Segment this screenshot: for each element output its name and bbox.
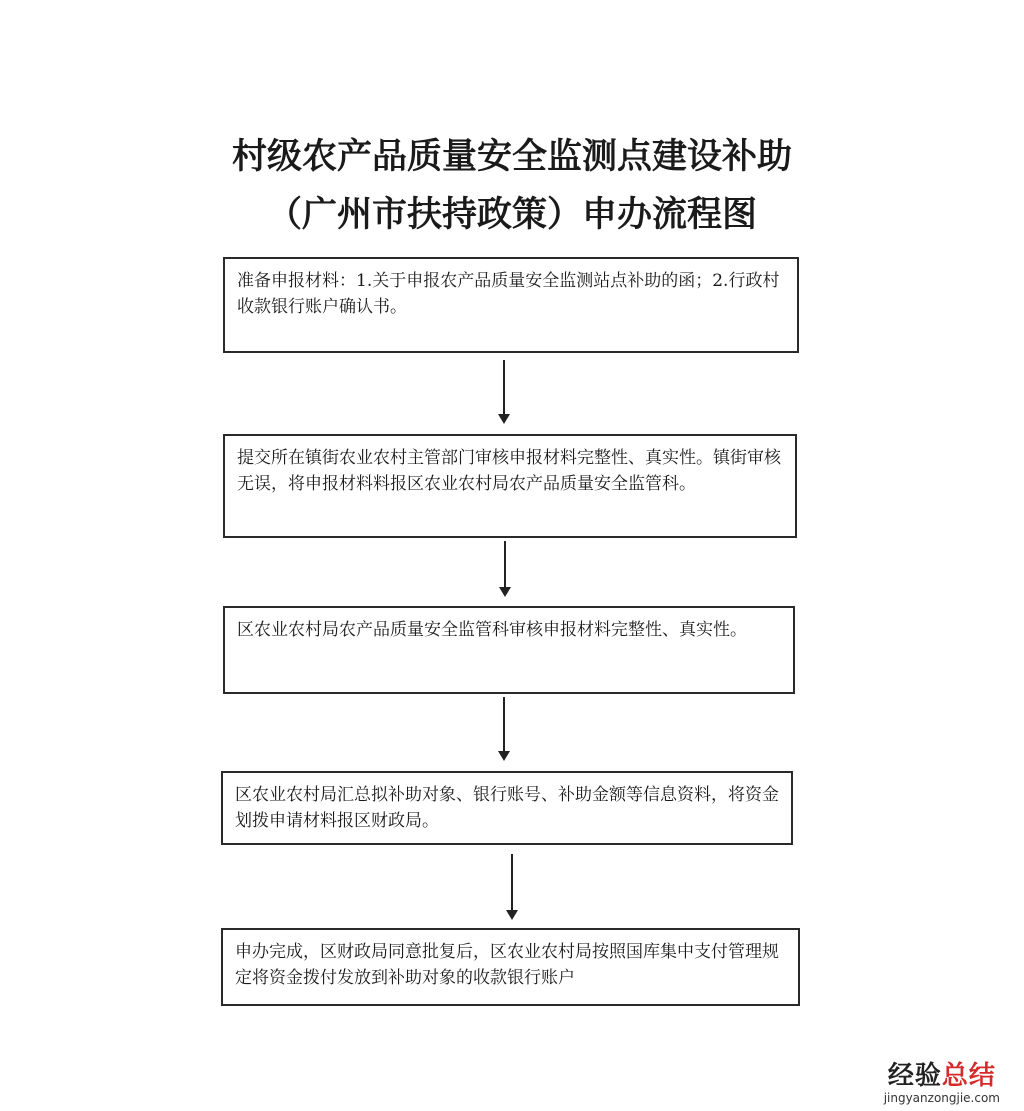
watermark-url: jingyanzongjie.com	[883, 1091, 1000, 1105]
flow-step-text: 申办完成，区财政局同意批复后，区农业农村局按照国库集中支付管理规定将资金拨付发放到补助对象的收款银行账户	[235, 942, 779, 988]
flow-step-town-review	[223, 434, 797, 538]
watermark-logo	[884, 1061, 1000, 1091]
flow-step-text: 区农业农村局农产品质量安全监管科审核申报材料完整性、真实性。	[237, 620, 747, 640]
arrow-head-icon	[498, 414, 510, 424]
flowchart-title	[0, 128, 1024, 244]
watermark-logo-part1: 经验	[887, 1061, 942, 1091]
arrow-shaft	[503, 360, 505, 418]
arrow-shaft	[504, 541, 506, 591]
flow-step-prepare-materials	[223, 257, 799, 353]
flow-arrow-4	[506, 854, 518, 920]
flow-arrow-1	[498, 360, 510, 424]
title-line-1: 村级农产品质量安全监测点建设补助	[231, 137, 792, 177]
flow-arrow-2	[499, 541, 511, 597]
flow-step-text: 提交所在镇街农业农村主管部门审核申报材料完整性、真实性。镇街审核无误，将申报材料料报区农业农村局农产品质量安全监管科。	[237, 448, 781, 494]
flow-step-text: 准备申报材料：1.关于申报农产品质量安全监测站点补助的函；2.行政村收款银行账户确认书。	[237, 271, 780, 317]
arrow-head-icon	[498, 751, 510, 761]
flow-step-district-review	[223, 606, 795, 694]
arrow-shaft	[511, 854, 513, 914]
flow-step-completion	[221, 928, 800, 1006]
title-line-2: （广州市扶持政策）申办流程图	[266, 195, 757, 235]
flow-step-summary-submit	[221, 771, 793, 845]
flow-arrow-3	[498, 697, 510, 761]
watermark-logo-part2: 总结	[941, 1061, 996, 1091]
arrow-shaft	[503, 697, 505, 755]
arrow-head-icon	[499, 587, 511, 597]
flow-step-text: 区农业农村局汇总拟补助对象、银行账号、补助金额等信息资料，将资金划拨申请材料报区财政局。	[235, 785, 779, 831]
site-watermark	[884, 1061, 1000, 1105]
arrow-head-icon	[506, 910, 518, 920]
